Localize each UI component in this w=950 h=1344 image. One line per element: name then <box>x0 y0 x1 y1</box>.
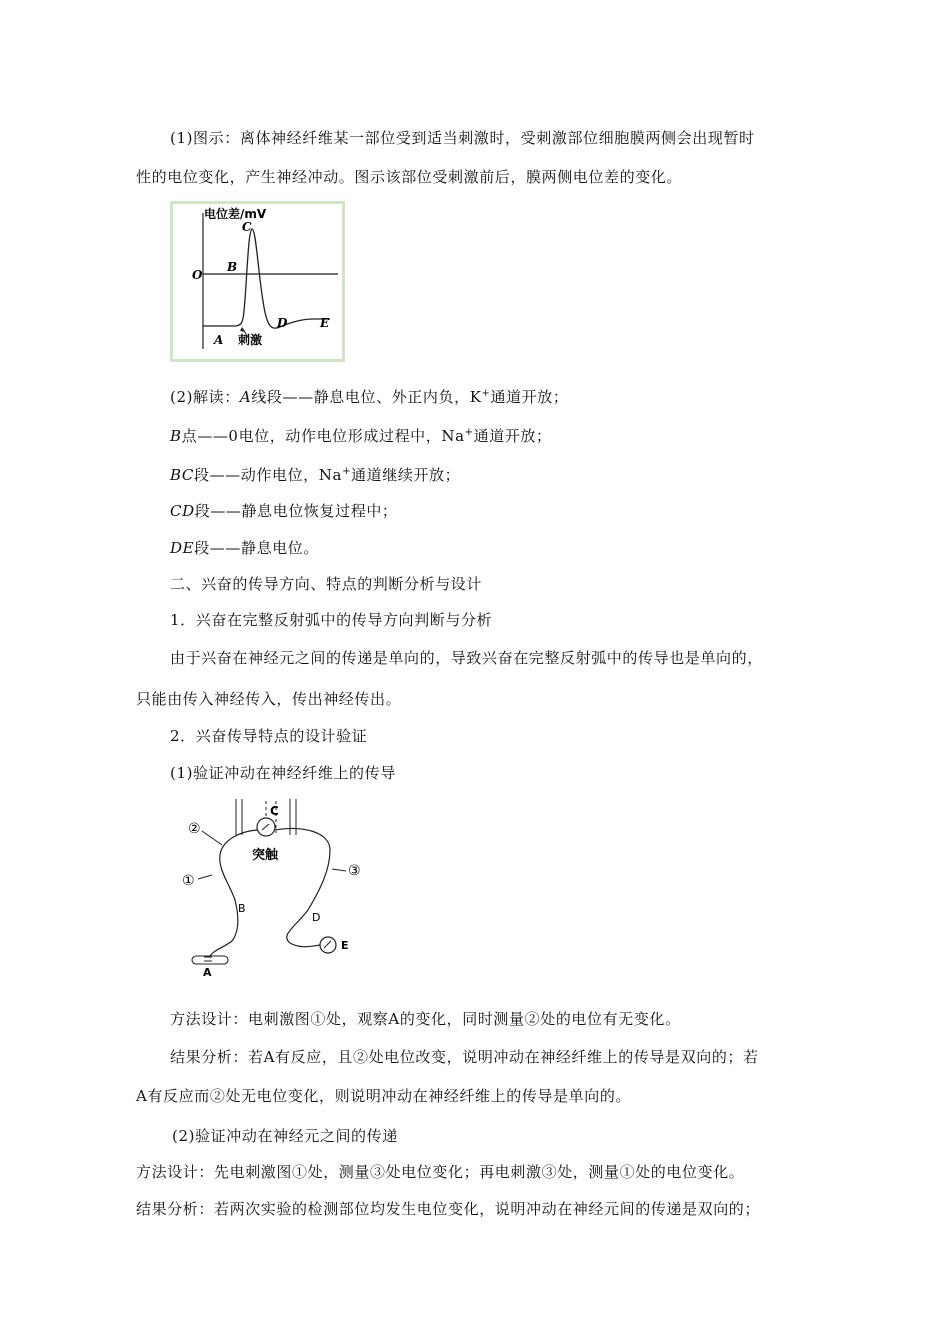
site-2-label: ② <box>188 821 201 837</box>
para-figure-intro-line1: (1)图示：离体神经纤维某一部位受到适当刺激时，受刺激部位细胞膜两侧会出现暂时 <box>170 129 755 147</box>
pointer-2 <box>202 831 222 845</box>
synapse-label: 突触 <box>252 848 279 863</box>
interp-bc-text: 段——动作电位，Na <box>193 466 343 484</box>
point-a-label: A <box>214 333 224 347</box>
method-1: 方法设计：电刺激图①处，观察A的变化，同时测量②处的电位有无变化。 <box>170 1010 681 1028</box>
label-a: A <box>203 966 212 977</box>
interp-line-bc <box>170 465 460 485</box>
interp-b-tail: 通道开放； <box>473 427 552 445</box>
interp-line-b <box>170 426 552 446</box>
interp-a-text: 线段——静息电位、外正内负，K <box>251 388 482 406</box>
interp-de-text: 段——静息电位。 <box>194 539 319 557</box>
method-2: 方法设计：先电刺激图①处，测量③处电位变化；再电刺激③处，测量①处的电位变化。 <box>136 1163 745 1181</box>
subheading-2: 2．兴奋传导特点的设计验证 <box>170 727 368 745</box>
label-c: C <box>270 804 279 818</box>
para-reflex-line2: 只能由传入神经传入，传出神经传出。 <box>136 690 402 708</box>
y-axis-label: 电位差/mV <box>204 207 267 221</box>
point-d-label: D <box>277 316 288 330</box>
interp-bc-tail: 通道继续开放； <box>351 466 461 484</box>
interp-b-text: 点——0电位，动作电位形成过程中，Na <box>181 427 465 445</box>
pointer-3 <box>332 869 346 871</box>
action-potential-figure <box>170 201 345 362</box>
result-2: 结果分析：若两次实验的检测部位均发生电位变化，说明冲动在神经元间的传递是双向的； <box>136 1200 761 1218</box>
interp-b-var: B <box>170 427 182 445</box>
origin-label: O <box>192 268 203 282</box>
section-heading: 二、兴奋的传导方向、特点的判断分析与设计 <box>170 575 483 593</box>
interp-a-sup: + <box>481 388 491 399</box>
subheading-1: 1．兴奋在完整反射弧中的传导方向判断与分析 <box>170 611 493 629</box>
interp-line-a <box>170 387 569 407</box>
subheading-2-1: (1)验证冲动在神经纤维上的传导 <box>170 764 396 782</box>
label-e: E <box>341 939 349 952</box>
interp-line-cd <box>170 501 398 521</box>
label-d: D <box>312 911 321 924</box>
interp-a-tail: 通道开放； <box>490 388 569 406</box>
stimulus-label: 刺激 <box>238 333 263 347</box>
interp-bc-sup: + <box>342 466 352 477</box>
subheading-2-2: (2)验证冲动在神经元之间的传递 <box>172 1127 398 1145</box>
point-e-label: E <box>320 316 330 330</box>
interp-cd-var: CD <box>170 502 195 520</box>
result-1-line1: 结果分析：若A有反应，且②处电位改变，说明冲动在神经纤维上的传导是双向的；若 <box>170 1048 759 1066</box>
point-c-label: C <box>242 220 252 234</box>
para-reflex-line1: 由于兴奋在神经元之间的传递是单向的，导致兴奋在完整反射弧中的传导也是单向的， <box>170 649 763 667</box>
para-figure-intro-line2: 性的电位变化，产生神经冲动。图示该部位受刺激前后，膜两侧电位差的变化。 <box>136 168 683 186</box>
interp-bc-var: BC <box>170 466 194 484</box>
interp-a-head: (2)解读： <box>170 388 240 406</box>
site-1-label: ① <box>182 873 195 889</box>
result-1-line2: A有反应而②处无电位变化，则说明冲动在神经纤维上的传导是单向的。 <box>136 1087 632 1105</box>
interp-de-var: DE <box>170 539 195 557</box>
neuron-1-axon <box>208 830 258 959</box>
interp-cd-text: 段——静息电位恢复过程中； <box>194 502 398 520</box>
meter-e-icon <box>320 937 336 953</box>
interp-line-de <box>170 538 319 558</box>
point-b-label: B <box>227 260 238 274</box>
neuron-2-axon <box>275 829 330 947</box>
interp-a-var: A <box>239 388 252 406</box>
site-3-label: ③ <box>348 863 361 879</box>
pointer-1 <box>198 875 212 879</box>
neuron-diagram <box>180 795 380 977</box>
label-b: B <box>238 902 246 915</box>
interp-b-sup: + <box>464 427 474 438</box>
